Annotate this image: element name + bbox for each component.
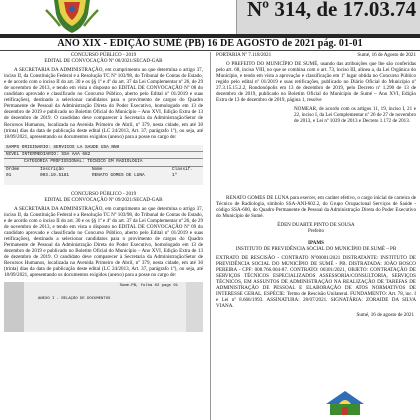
contract-extract: EXTRATO DE RESCISÃO - CONTRATO Nº00001/2021 DISTRATANTE: INSTITUTO DE PREVIDÊNCIA SOCIAL DO MUNICÍPIO DE SUMÉ - PB. DISTRATADA: JOÃO BOSCO PEREIRA - CPF: 008.766.004-87. CONTRATO: 00301/2021, OBJETO: CONTRATAÇÃO DE SERVIÇOS TÉCNICOS ESPECIALIZADOS ASSESSORIA/CONSULTORIA, SERVIÇOS TÉCNICOS, EM ASSUNTOS DE ADMINISTRAÇÃO NA REALIZAÇÃO DE TAREFAS DE ADMINISTRAÇÃO DE PESSOAL E ELABORAÇÃO DE ATOS NORMATIVOS DE INTERESSE GERAL. ESPÉCIE: Termo de Rescisão Unilateral. FUNDAMENTO: Art. 78, inc. I e Lei nº 8.666/1993. ASSINATURA: 28/07/2021. SIGNATÁRIA: ZORAIDE DA SILVA VIANA. (216, 254, 416, 310)
right-column (216, 52, 416, 318)
annex-col-registration: Inscrição (40, 166, 64, 172)
call-notice-body: A SECRETARIA DA ADMINISTRAÇÃO, em cumprimento ao que determina o artigo 37, inciso II, da Constituição Federal e a Resolução TC Nº 103/98, do Tribunal de Contas do Estado, e de acordo com o inciso II do art. 30 e os §§ 1º e 4º do art. 37 da Lei Complementar nº 26, de 29 de novembro de 2013, e tendo em vista o disposto no EDITAL DE CONVOCAÇÃO Nº 08 do candidato aprovado e classificado no Concurso Público, aberto pelo Edital nº 01/2019 e suas retificações), destinado a selecionar candidatos para o provimento de cargos do Quadro Permanente de Pessoal da Administração Direta do Poder Executivo, homologado em 13 de dezembro de 2019 e publicado no Boletim Oficial do Município – Ano XVI, Edição Extra de 13 de dezembro de 2019. O candidato deve comparecer à Secretaria da Administração/Setor de Recursos Humanos, localizada na Avenida Primeiro de Abril, nº 379, nesta cidade, em até 30 (trinta) dias da data de publicação deste edital (LC 24/2013, Art. 37, parágrafo 1º), ou seja, até 18/09/2021, apresentando os documentos exigidos (anexo) para a posse no cargo de: (4, 67, 203, 140)
edition-line: ANO XIX - EDIÇÃO SUMÉ (PB) 16 DE AGOSTO de 2021 pág. 01-01 (57, 38, 363, 49)
contest-heading: CONCURSO PÚBLICO - 2019 (70, 52, 137, 58)
ordinance-date: Sumé, 16 de Agosto de 2021 (357, 52, 416, 58)
contract-signatures: Sumé, 16 de agosto de 2021 (356, 312, 414, 319)
annex-role: NIVEL INTERMEDIARIO: SSA AAA 682 (4, 152, 203, 159)
annex-scan-image-2 (4, 282, 203, 332)
annex2-page-stamp: Sumé-PB, folha 02 pags 01 (119, 284, 178, 289)
ipams-seal-icon (322, 388, 368, 418)
municipal-law-number: Nº 314, de 17.03.74 (247, 0, 417, 21)
ordinance-dismissal: RENATO GOMES DE LUNA para exercer, em caráter efetivo, o cargo inicial de carreira de Técnico de Radiologia, símbolo SSA-ANI-602.2, do Grupo Ocupacional Serviços de Saúde - código SSA-600, do Quadro Permanente de Pessoal da Administração Direta do Poder Executivo do Município de Sumé. (216, 194, 416, 219)
ordinance-body: O PREFEITO DO MUNICÍPIO DE SUMÉ, usando das atribuições que lhe são conferidas pelo art. 68, inciso VIII, no que se combina com o art. 73, inciso III, alínea a, da Lei Orgânica do Município, e tendo em vista a aprovação e classificação em 1º lugar obtida no Concurso Público regido pelo edital nº 01/2019 e suas retificações, publicado no Diário Oficial do Município nº 27.3.15.15.2.2, Rondonópolis em 13 de dezembro de 2019, pelo Decreto nº 1.290 de 13 de dezembro de 2019, publicado no Boletim Oficial do Município de Sumé – Ano XVI, Edição Extra de 13 de dezembro de 2019, página 1, resolve (216, 61, 416, 104)
annex-org-name: SAMPS ORIGINARIO: SERVICOS LA SAUDE USA NNH (4, 145, 203, 152)
annex-col-rank: Classif. (172, 166, 194, 172)
ordinance-signature (216, 222, 416, 234)
call-notice-body-2: A SECRETARIA DA ADMINISTRAÇÃO, em cumprimento ao que determina o artigo 37, inciso II, da Constituição Federal e a Resolução TC Nº 103/98, do Tribunal de Contas do Estado, e de acordo com o inciso II do art. 30 e os §§ 1º e 4º do art. 37 da Lei Complementar nº 26, de 29 de novembro de 2013, e tendo em vista o disposto no EDITAL DE CONVOCAÇÃO Nº 09 do candidato aprovado e classificado no Concurso Público, aberto pelo Edital nº 01/2019 e suas retificações), destinado a selecionar candidatos para o provimento de cargos do Quadro Permanente de Pessoal da Administração Direta do Poder Executivo, homologado em 13 de dezembro de 2019 e publicado no Boletim Oficial do Município – Ano XVI, Edição Extra de 13 de dezembro de 2019. O candidato deve comparecer à Secretaria da Administração/Setor de Recursos Humanos, localizada na Avenida Primeiro de Abril, nº 379, nesta cidade, em até 30 (trinta) dias da data de publicação deste edital (LC 24/2013, Art. 37, parágrafo 1º), ou seja, até 18/09/2021, apresentando os documentos exigidos (anexo) para a posse no cargo de: (4, 205, 203, 279)
column-divider (210, 52, 211, 420)
ordinance-signer-role: Prefeito (307, 227, 325, 234)
municipal-law-box (236, 0, 420, 34)
annex-cell-rank: 1º (172, 173, 178, 179)
annex-cell-registration: 003.19.5181 (40, 173, 69, 179)
ipams-acronym: IPAMS (307, 239, 325, 246)
ipams-name: INSTITUTO DE PREVIDÊNCIA SOCIAL DO MUNICÍPIO DE SUMÉ – PB (235, 245, 397, 252)
call-notice-heading: EDITAL DE CONVOCAÇÃO Nº 08/2021/SECAD-GAB (44, 58, 163, 65)
annex-category: CATEGORIA PROFISSIONAL: TÉCNICO EM RADIOLOGIA (4, 159, 203, 166)
annex-cell-order: 01 (6, 173, 12, 179)
annex2-heading: ANEXO I - RELAÇÃO DE DOCUMENTOS (38, 297, 111, 302)
annex-data-row (4, 173, 203, 179)
ordinance-appointment: NOMEAR, de acordo com os artigos 11, 19, inciso I, 21 e 22, inciso I, da Lei Complementar nº 26 de 27 de novembro de 2013, e Lei nº 1039 de 2013 e Decreto 1.172 de 2013. (294, 106, 416, 125)
contest-heading-2: CONCURSO PÚBLICO - 2019 (70, 190, 137, 197)
annex-col-name: Nome (92, 166, 103, 172)
annex-col-order: Ordem (6, 166, 20, 172)
annex-cell-name: RENATO GOMES DE LUNA (92, 173, 145, 179)
ordinance-number: PORTARIA Nº 7.118/2021 (216, 52, 272, 58)
ordinance-signer-name: ÉDEN DUARTE PINTO DE SOUSA (277, 221, 355, 228)
annex-scan-table (4, 145, 203, 185)
municipal-crest-icon (44, 0, 100, 34)
edition-rule (0, 50, 420, 51)
left-column (4, 52, 203, 332)
call-notice-heading-2: EDITAL DE CONVOCAÇÃO Nº 09/2021/SECAD-GAB (44, 196, 163, 203)
